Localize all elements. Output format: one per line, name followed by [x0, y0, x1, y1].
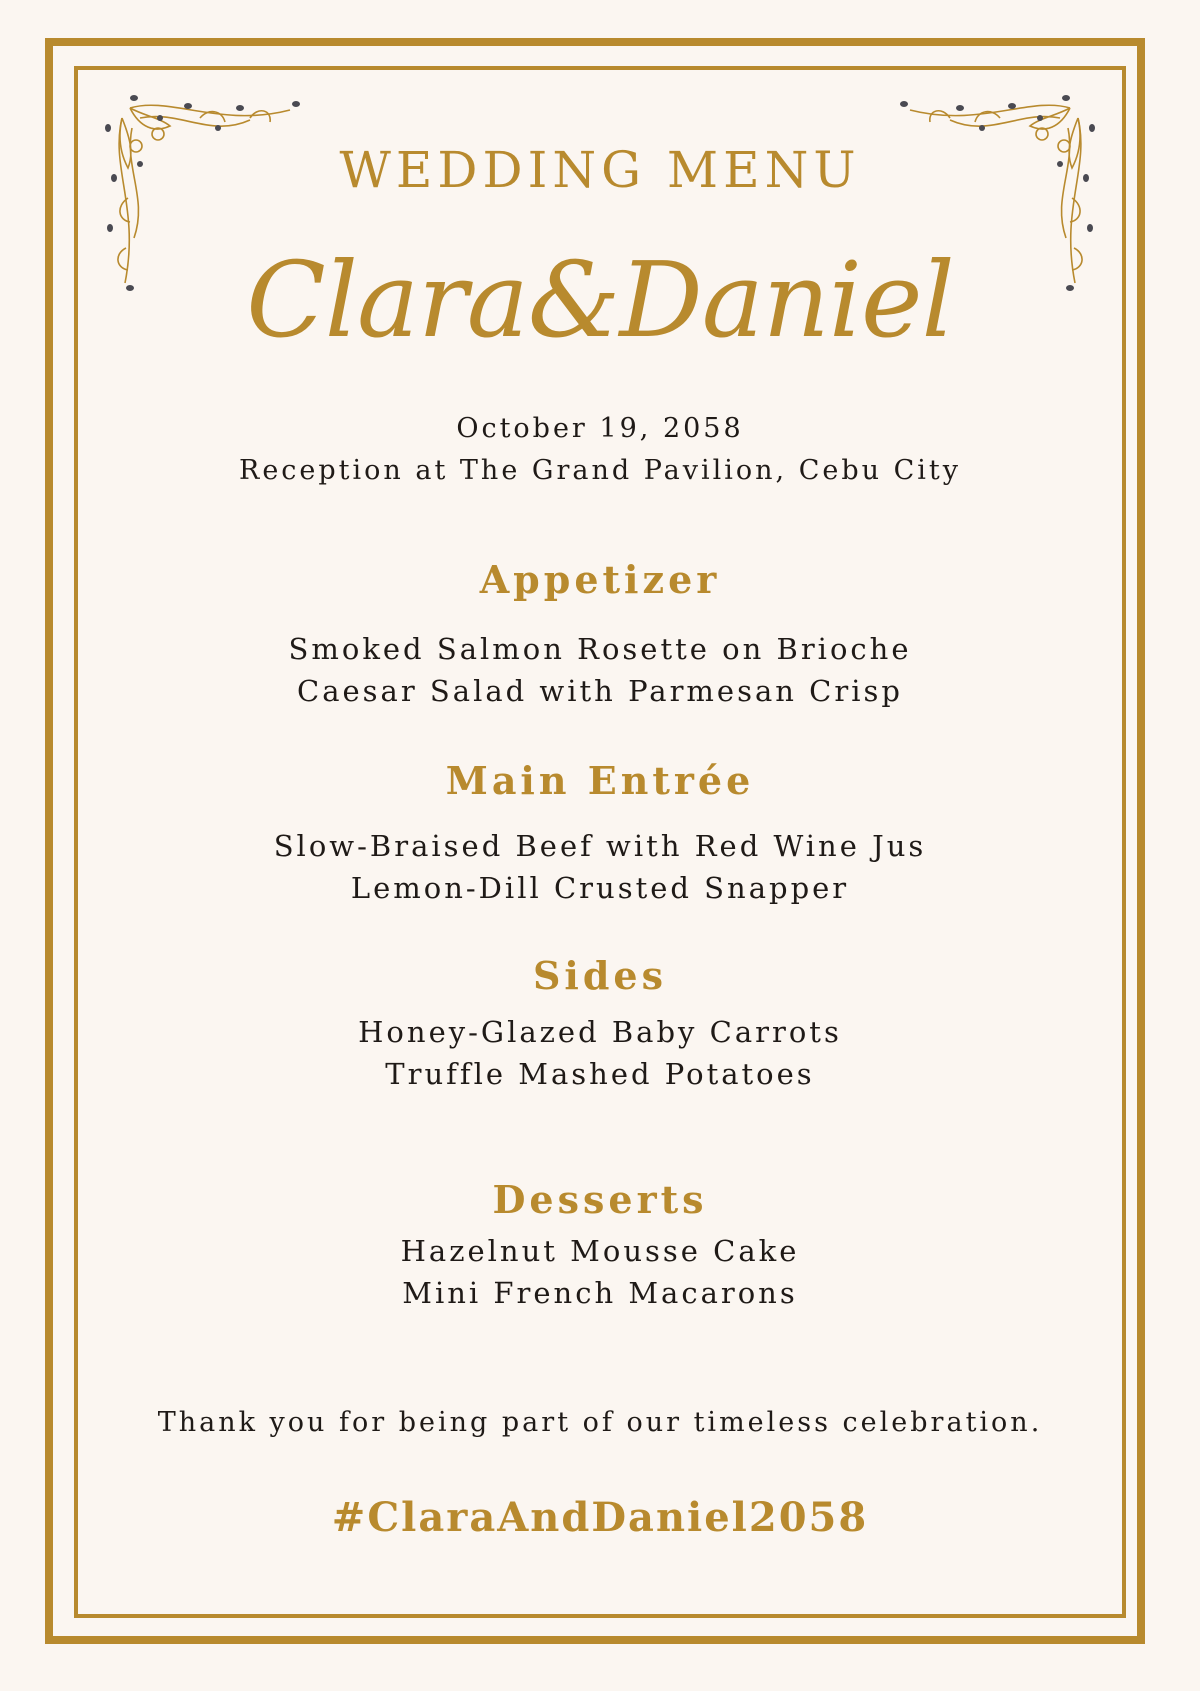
menu-item: Mini French Macarons: [402, 1276, 798, 1310]
event-date: October 19, 2058: [456, 413, 744, 444]
thank-you-note: Thank you for being part of our timeless celebration.: [157, 1407, 1043, 1438]
menu-item: Lemon-Dill Crusted Snapper: [350, 871, 850, 905]
menu-item: Slow-Braised Beef with Red Wine Jus: [273, 829, 927, 863]
menu-item: Caesar Salad with Parmesan Crisp: [297, 674, 903, 708]
couple-names: Clara&Daniel: [246, 239, 954, 361]
menu-heading: WEDDING MENU: [339, 141, 861, 199]
event-venue: Reception at The Grand Pavilion, Cebu City: [238, 455, 962, 486]
section-title-main-entree: Main Entrée: [445, 758, 755, 803]
section-title-appetizer: Appetizer: [479, 557, 721, 602]
menu-item: Smoked Salmon Rosette on Brioche: [288, 632, 912, 666]
menu-item: Hazelnut Mousse Cake: [400, 1234, 800, 1268]
section-title-desserts: Desserts: [492, 1177, 708, 1222]
menu-item: Honey-Glazed Baby Carrots: [358, 1015, 842, 1049]
menu-item: Truffle Mashed Potatoes: [385, 1057, 815, 1091]
section-title-sides: Sides: [532, 953, 668, 998]
wedding-hashtag: #ClaraAndDaniel2058: [331, 1494, 869, 1541]
